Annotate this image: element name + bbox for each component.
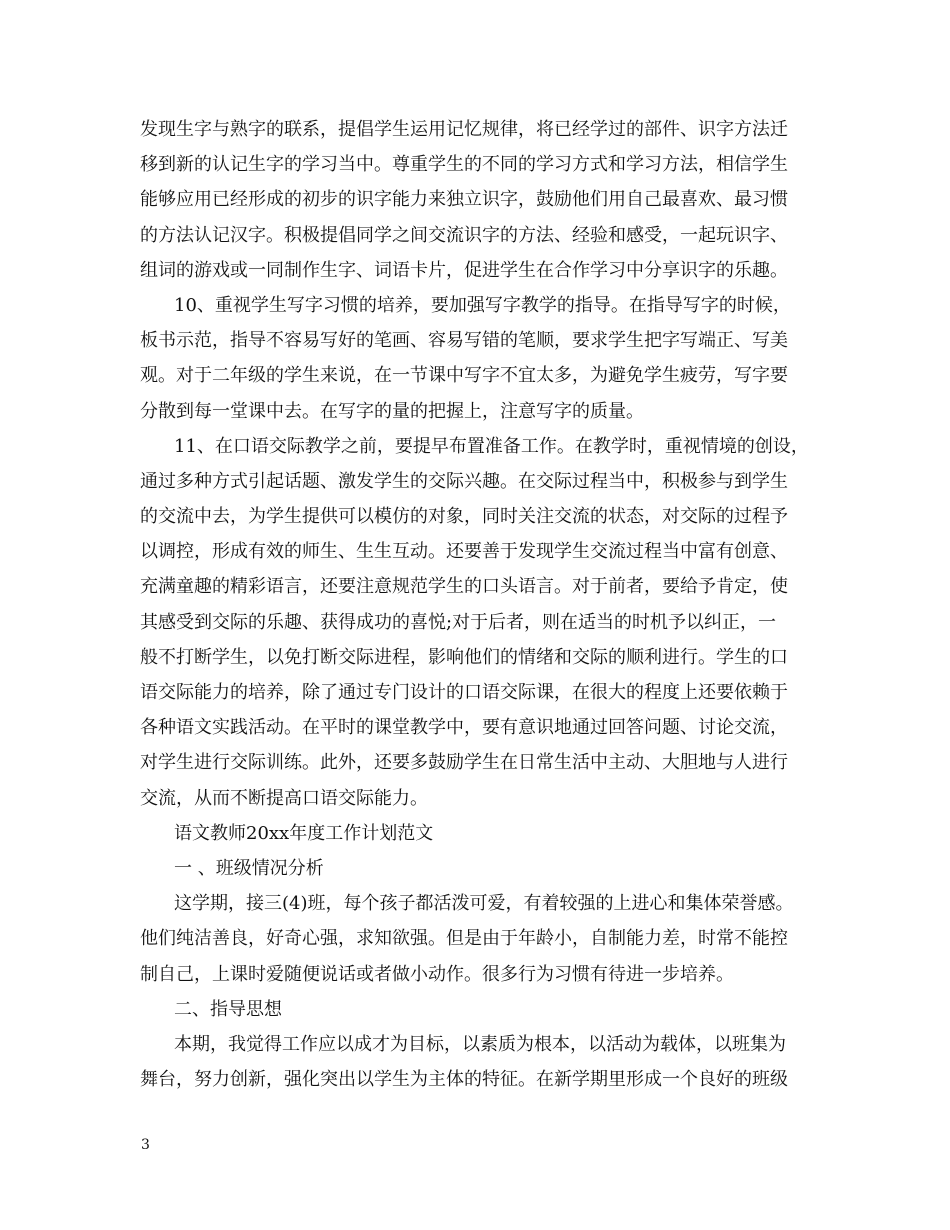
text-line: 组词的游戏或一同制作生字、词语卡片，促进学生在合作学习中分享识字的乐趣。 bbox=[140, 259, 788, 281]
text-line: 充满童趣的精彩语言，还要注意规范学生的口头语言。对于前者，要给予肯定，使 bbox=[140, 576, 788, 598]
text-line: 的交流中去，为学生提供可以模仿的对象，同时关注交流的状态，对交际的过程予 bbox=[140, 506, 788, 528]
text-line: 他们纯洁善良，好奇心强，求知欲强。但是由于年龄小，自制能力差，时常不能控 bbox=[140, 928, 788, 950]
text-line: 交流，从而不断提高口语交际能力。 bbox=[140, 787, 428, 809]
text-line: 能够应用已经形成的初步的识字能力来独立识字，鼓励他们用自己最喜欢、最习惯 bbox=[140, 189, 788, 211]
text-line: 11、在口语交际教学之前，要提早布置准备工作。在教学时，重视情境的创设， bbox=[174, 435, 809, 457]
text-line: 制自己，上课时爱随便说话或者做小动作。很多行为习惯有待进一步培养。 bbox=[140, 963, 734, 985]
text-line: 般不打断学生，以免打断交际进程，影响他们的情绪和交际的顺利进行。学生的口 bbox=[140, 646, 788, 668]
text-line: 分散到每一堂课中去。在写字的量的把握上，注意写字的质量。 bbox=[140, 400, 644, 422]
text-line: 移到新的认记生字的学习当中。尊重学生的不同的学习方式和学习方法，相信学生 bbox=[140, 154, 788, 176]
text-line: 语文教师20xx年度工作计划范文 bbox=[174, 822, 434, 844]
text-line: 发现生字与熟字的联系，提倡学生运用记忆规律，将已经学过的部件、识字方法迁 bbox=[140, 119, 788, 140]
text-line: 10、重视学生写字习惯的培养，要加强写字教学的指导。在指导写字的时候， bbox=[174, 294, 791, 316]
text-line: 本期，我觉得工作应以成才为目标，以素质为根本，以活动为载体，以班集为 bbox=[174, 1033, 786, 1055]
text-line: 舞台，努力创新，强化突出以学生为主体的特征。在新学期里形成一个良好的班级 bbox=[140, 1069, 788, 1091]
text-line: 二、指导思想 bbox=[174, 998, 282, 1020]
text-line: 这学期，接三(4)班，每个孩子都活泼可爱，有着较强的上进心和集体荣誉感。 bbox=[174, 893, 794, 915]
text-line: 对学生进行交际训练。此外，还要多鼓励学生在日常生活中主动、大胆地与人进行 bbox=[140, 752, 788, 774]
text-line: 板书示范，指导不容易写好的笔画、容易写错的笔顺，要求学生把字写端正、写美 bbox=[140, 330, 788, 352]
text-line: 以调控，形成有效的师生、生生互动。还要善于发现学生交流过程当中富有创意、 bbox=[140, 541, 788, 563]
text-line: 观。对于二年级的学生来说，在一节课中写字不宜太多，为避免学生疲劳，写字要 bbox=[140, 365, 788, 387]
text-line: 一 、班级情况分析 bbox=[174, 857, 324, 879]
text-line: 通过多种方式引起话题、激发学生的交际兴趣。在交际过程当中，积极参与到学生 bbox=[140, 470, 788, 492]
body-text bbox=[140, 112, 830, 1097]
text-line: 各种语文实践活动。在平时的课堂教学中，要有意识地通过回答问题、讨论交流， bbox=[140, 717, 788, 739]
text-line: 其感受到交际的乐趣、获得成功的喜悦;对于后者，则在适当的时机予以纠正，一 bbox=[140, 611, 777, 633]
page-number: 3 bbox=[141, 1137, 150, 1153]
text-line: 的方法认记汉字。积极提倡同学之间交流识字的方法、经验和感受，一起玩识字、 bbox=[140, 224, 788, 246]
text-line: 语交际能力的培养，除了通过专门设计的口语交际课，在很大的程度上还要依赖于 bbox=[140, 682, 788, 703]
